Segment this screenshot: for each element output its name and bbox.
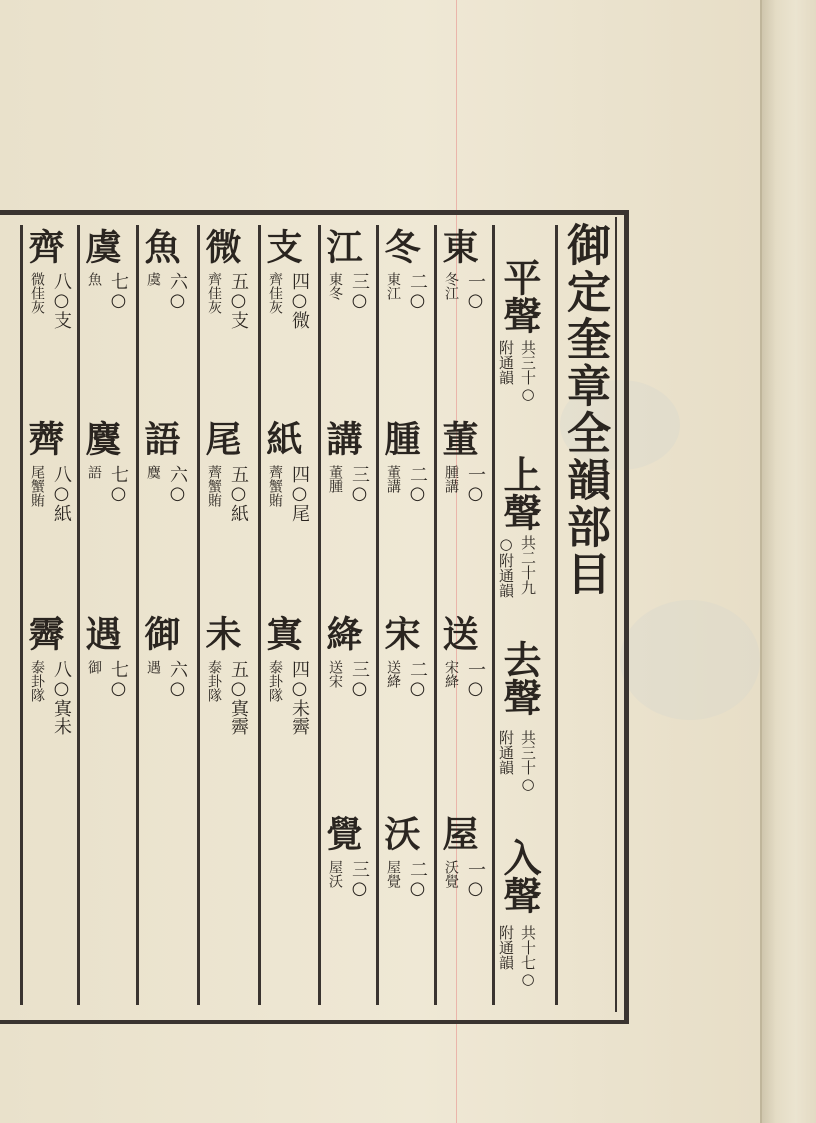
rhyme-num: 五○紙 xyxy=(228,465,249,522)
rhyme-sub: 御 xyxy=(86,660,102,674)
rhyme-sub: 麌 xyxy=(145,465,161,479)
page-title: 御定奎章全韻部目 xyxy=(559,222,610,598)
ink-bleed xyxy=(620,600,760,720)
rhyme-sub: 泰卦隊 xyxy=(29,660,45,702)
rhyme-num: 七○ xyxy=(108,272,129,311)
rhyme-num: 三○ xyxy=(349,272,370,311)
tone-count: 共三十○ xyxy=(519,340,537,403)
rhyme-shang: 尾 xyxy=(200,420,242,456)
rhyme-num: 四○未霽 xyxy=(289,660,310,735)
rhyme-num: 一○ xyxy=(465,465,486,504)
rhyme-sub: 微佳灰 xyxy=(29,272,45,314)
rhyme-sub: 薺蟹賄 xyxy=(206,465,222,507)
rhyme-shang: 講 xyxy=(321,420,363,456)
rhyme-ping: 齊 xyxy=(23,228,65,264)
rhyme-qu: 未 xyxy=(200,615,242,651)
rhyme-num: 一○ xyxy=(465,860,486,899)
rhyme-sub: 魚 xyxy=(86,272,102,286)
tone-heading: 入聲 xyxy=(497,838,542,914)
rhyme-sub: 語 xyxy=(86,465,102,479)
tone-count: 附通韻 xyxy=(497,730,515,775)
rhyme-sub: 薺蟹賄 xyxy=(267,465,283,507)
rhyme-num: 八○寘未 xyxy=(51,660,72,735)
rhyme-ping: 江 xyxy=(321,228,363,264)
rhyme-num: 八○支 xyxy=(51,272,72,329)
rhyme-sub: 虞 xyxy=(145,272,161,286)
tone-heading: 平聲 xyxy=(497,258,542,334)
rhyme-shang: 腫 xyxy=(379,420,421,456)
rhyme-sub: 沃覺 xyxy=(443,860,459,888)
rhyme-shang: 麌 xyxy=(80,420,122,456)
rhyme-ping: 東 xyxy=(437,228,479,264)
rhyme-qu: 絳 xyxy=(321,615,363,651)
rhyme-ping: 魚 xyxy=(139,228,181,264)
rhyme-shang: 董 xyxy=(437,420,479,456)
rhyme-sub: 送絳 xyxy=(385,660,401,688)
rhyme-ru: 覺 xyxy=(321,815,363,851)
rhyme-ru: 沃 xyxy=(379,815,421,851)
rhyme-num: 一○ xyxy=(465,660,486,699)
rhyme-sub: 腫講 xyxy=(443,465,459,493)
book-spine xyxy=(760,0,816,1123)
rhyme-num: 五○支 xyxy=(228,272,249,329)
rhyme-num: 二○ xyxy=(407,860,428,899)
rhyme-sub: 尾蟹賄 xyxy=(29,465,45,507)
rhyme-sub: 泰卦隊 xyxy=(206,660,222,702)
rhyme-qu: 御 xyxy=(139,615,181,651)
rhyme-num: 三○ xyxy=(349,465,370,504)
rhyme-sub: 屋覺 xyxy=(385,860,401,888)
tone-note: 共十七○ xyxy=(519,925,537,988)
tone-count: 附通韻 xyxy=(497,925,515,970)
rhyme-ru: 屋 xyxy=(437,815,479,851)
tone-heading: 上聲 xyxy=(497,455,542,531)
rhyme-num: 四○微 xyxy=(289,272,310,329)
rhyme-sub: 泰卦隊 xyxy=(267,660,283,702)
rhyme-qu: 霽 xyxy=(23,615,65,651)
column-rule xyxy=(492,225,495,1005)
rhyme-sub: 東江 xyxy=(385,272,401,300)
rhyme-qu: 送 xyxy=(437,615,479,651)
rhyme-sub: 遇 xyxy=(145,660,161,674)
rhyme-num: 二○ xyxy=(407,465,428,504)
rhyme-sub: 齊佳灰 xyxy=(206,272,222,314)
rhyme-ping: 支 xyxy=(261,228,303,264)
rhyme-sub: 董講 xyxy=(385,465,401,493)
tone-heading: 去聲 xyxy=(497,640,542,716)
rhyme-num: 二○ xyxy=(407,272,428,311)
rhyme-ping: 冬 xyxy=(379,228,421,264)
rhyme-shang: 薺 xyxy=(23,420,65,456)
rhyme-sub: 屋沃 xyxy=(327,860,343,888)
tone-note: 共二十九 xyxy=(519,535,537,595)
frame-inner-rule xyxy=(615,217,618,1012)
column-rule xyxy=(555,225,558,1005)
rhyme-shang: 紙 xyxy=(261,420,303,456)
rhyme-sub: 東冬 xyxy=(327,272,343,300)
rhyme-sub: 董腫 xyxy=(327,465,343,493)
rhyme-num: 二○ xyxy=(407,660,428,699)
rhyme-num: 四○尾 xyxy=(289,465,310,522)
rhyme-ping: 虞 xyxy=(80,228,122,264)
rhyme-qu: 宋 xyxy=(379,615,421,651)
rhyme-num: 三○ xyxy=(349,660,370,699)
rhyme-sub: 宋絳 xyxy=(443,660,459,688)
rhyme-num: 七○ xyxy=(108,660,129,699)
rhyme-shang: 語 xyxy=(139,420,181,456)
rhyme-ping: 微 xyxy=(200,228,242,264)
rhyme-qu: 遇 xyxy=(80,615,122,651)
rhyme-num: 六○ xyxy=(167,272,188,311)
rhyme-num: 一○ xyxy=(465,272,486,311)
rhyme-sub: 齊佳灰 xyxy=(267,272,283,314)
rhyme-sub: 送宋 xyxy=(327,660,343,688)
tone-count: ○附通韻 xyxy=(497,535,515,598)
rhyme-sub: 冬江 xyxy=(443,272,459,300)
rhyme-qu: 寘 xyxy=(261,615,303,651)
rhyme-num: 七○ xyxy=(108,465,129,504)
tone-note: 附通韻 xyxy=(497,340,515,385)
rhyme-num: 八○紙 xyxy=(51,465,72,522)
rhyme-num: 六○ xyxy=(167,660,188,699)
tone-note: 共三十○ xyxy=(519,730,537,793)
rhyme-num: 六○ xyxy=(167,465,188,504)
rhyme-num: 五○寘霽 xyxy=(228,660,249,735)
rhyme-num: 三○ xyxy=(349,860,370,899)
